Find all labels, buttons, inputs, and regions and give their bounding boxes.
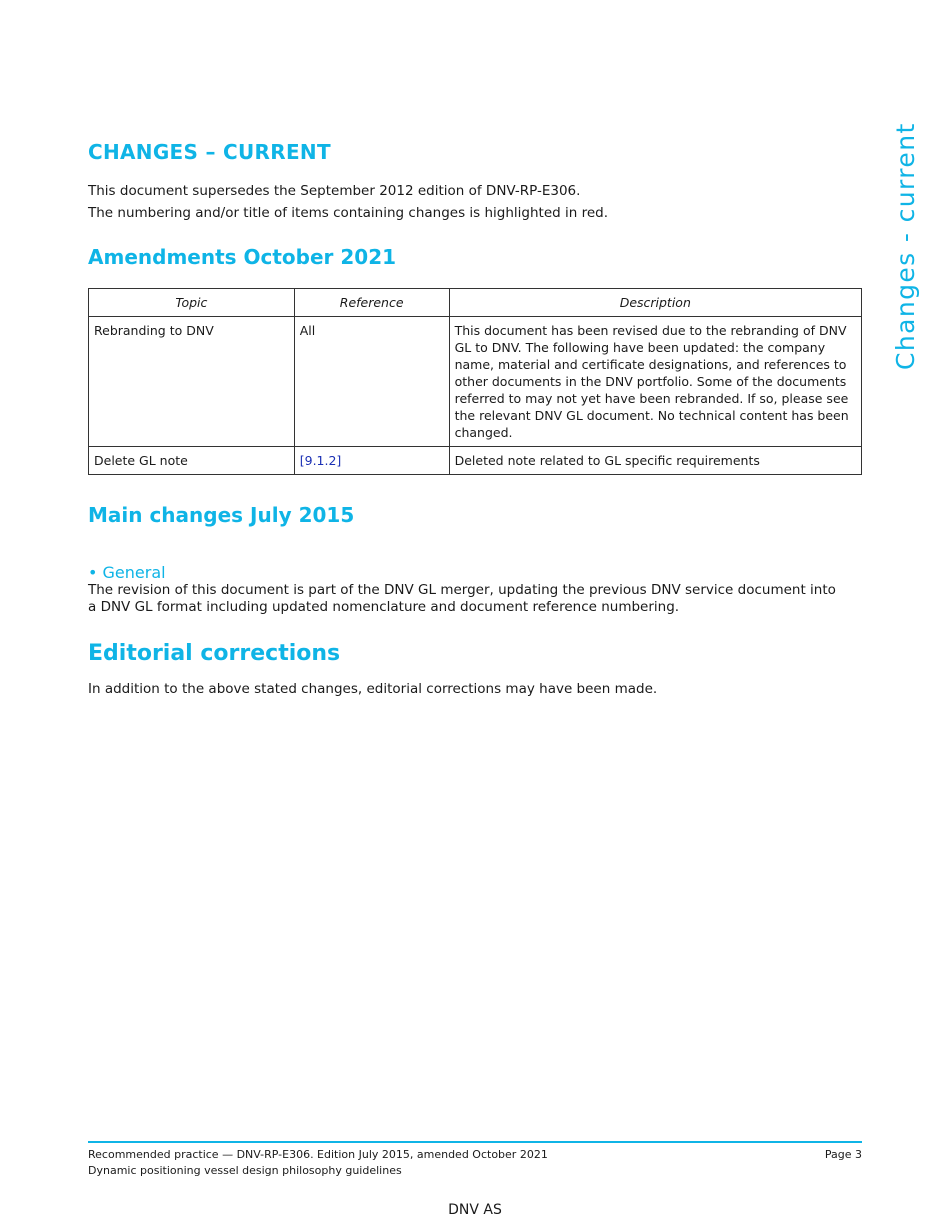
column-header-description: Description xyxy=(449,289,861,317)
editorial-text: In addition to the above stated changes, editorial corrections may have been made. xyxy=(88,681,658,697)
footer-text xyxy=(88,1147,548,1179)
reference-cell[interactable] xyxy=(294,447,449,475)
amendments-table xyxy=(88,288,862,475)
table-row xyxy=(89,317,862,447)
intro-text xyxy=(88,180,608,224)
editorial-heading: Editorial corrections xyxy=(88,641,341,666)
table-row xyxy=(89,447,862,475)
reference-cell: All xyxy=(294,317,449,447)
intro-line: This document supersedes the September 2012 edition of DNV-RP-E306. xyxy=(88,183,581,199)
company-name: DNV AS xyxy=(448,1202,502,1218)
footer-line-1: Recommended practice — DNV-RP-E306. Edition July 2015, amended October 2021 xyxy=(88,1148,548,1161)
footer-divider xyxy=(88,1141,862,1143)
topic-cell: Rebranding to DNV xyxy=(89,317,295,447)
topic-cell: Delete GL note xyxy=(89,447,295,475)
general-text: The revision of this document is part of the DNV GL merger, updating the previous DNV service document into a DNV GL format including updated nomenclature and document reference numbering. xyxy=(88,582,836,615)
bullet-general: • General xyxy=(88,563,166,582)
column-header-reference: Reference xyxy=(294,289,449,317)
page-title: CHANGES – CURRENT xyxy=(88,140,331,164)
column-header-topic: Topic xyxy=(89,289,295,317)
description-cell: This document has been revised due to the rebranding of DNV GL to DNV. The following have been updated: the company name, material and certificate designations, and references to other documents in the DNV portfolio. Some of the documents referred to may not yet have been rebranded. If so, please see the relevant DNV GL document. No technical content has been changed. xyxy=(449,317,861,447)
footer-line-2: Dynamic positioning vessel design philosophy guidelines xyxy=(88,1164,402,1177)
intro-line: The numbering and/or title of items containing changes is highlighted in red. xyxy=(88,205,609,221)
table-header-row xyxy=(89,289,862,317)
main-changes-heading: Main changes July 2015 xyxy=(88,503,355,527)
page-number: Page 3 xyxy=(824,1148,862,1161)
reference-link[interactable]: [9.1.2] xyxy=(299,453,342,468)
description-cell: Deleted note related to GL specific requirements xyxy=(449,447,861,475)
amendments-heading: Amendments October 2021 xyxy=(88,245,397,269)
side-tab-label: Changes - current xyxy=(891,122,920,370)
